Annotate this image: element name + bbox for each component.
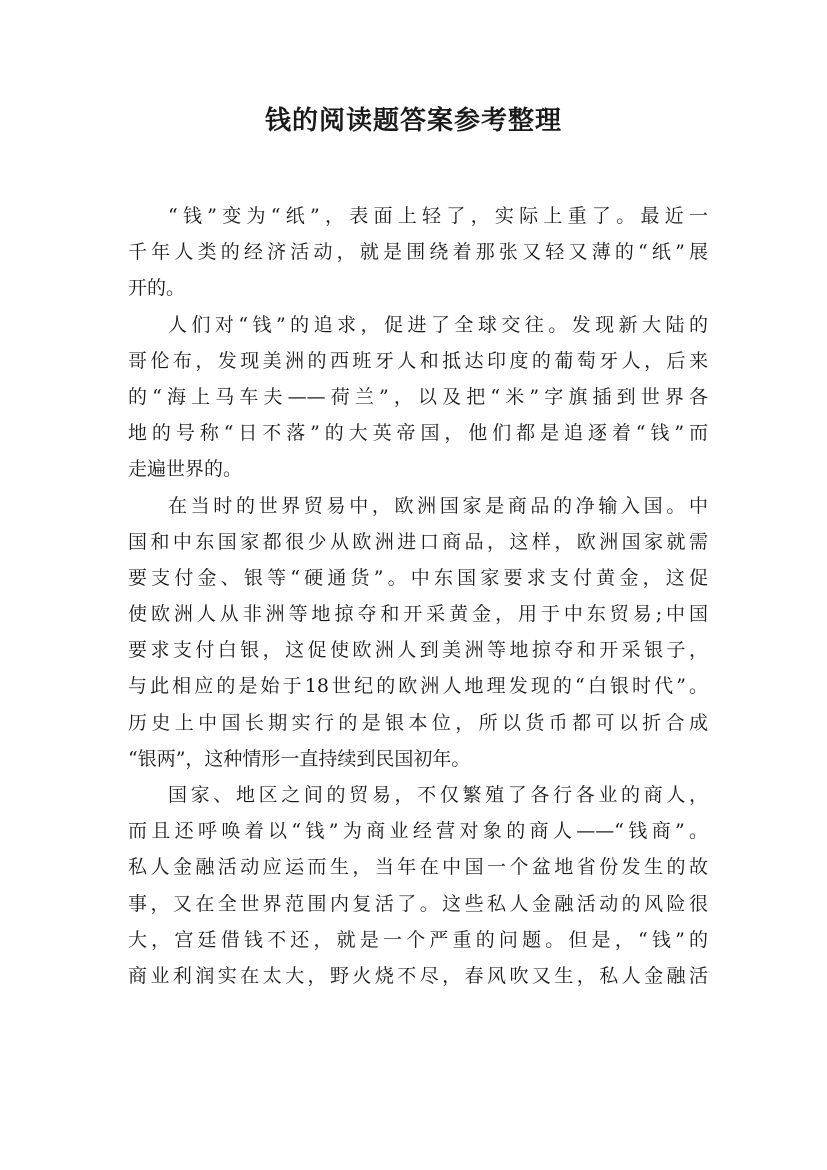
- text-line: 国和中东国家都很少从欧洲进口商品，这样，欧洲国家就需: [128, 530, 708, 553]
- text-line: 国家、地区之间的贸易，不仅繁殖了各行各业的商人，: [168, 784, 708, 806]
- text-line: “银两”，这种情形一直持续到民国初年。: [128, 747, 471, 770]
- document-title: 钱的阅读题答案参考整理: [264, 106, 562, 136]
- text-line: 哥伦布，发现美洲的西班牙人和抵达印度的葡萄牙人，后来: [128, 349, 708, 372]
- text-line: 地的号称“日不落”的大英帝国，他们都是追逐着“钱”而: [128, 422, 708, 445]
- text-line: 与此相应的是始于18世纪的欧洲人地理发现的“白银时代”。: [128, 675, 708, 698]
- text-line: 在当时的世界贸易中，欧洲国家是商品的净输入国。中: [168, 494, 708, 517]
- text-line: 的“海上马车夫——荷兰”，以及把“米”字旗插到世界各: [128, 385, 708, 408]
- text-line: 私人金融活动应运而生，当年在中国一个盆地省份发生的故: [128, 856, 708, 879]
- text-line: “钱”变为“纸”，表面上轻了，实际上重了。最近一: [168, 205, 708, 227]
- text-line: 要支付金、银等“硬通货”。中东国家要求支付黄金，这促: [128, 566, 708, 589]
- document-body: [128, 198, 708, 994]
- text-line: 事，又在全世界范围内复活了。这些私人金融活动的风险很: [128, 892, 708, 915]
- text-line: 千年人类的经济活动，就是围绕着那张又轻又薄的“纸”展: [128, 241, 708, 264]
- text-line: 大，宫廷借钱不还，就是一个严重的问题。但是，“钱”的: [128, 928, 708, 951]
- text-line: 走遍世界的。: [128, 458, 243, 481]
- text-line: 历史上中国长期实行的是银本位，所以货币都可以折合成: [128, 711, 708, 734]
- text-line: 开的。: [128, 277, 186, 300]
- text-line: 商业利润实在太大，野火烧不尽，春风吹又生，私人金融活: [128, 964, 708, 987]
- text-line: 而且还呼唤着以“钱”为商业经营对象的商人——“钱商”。: [128, 820, 708, 843]
- text-line: 使欧洲人从非洲等地掠夺和开采黄金，用于中东贸易;中国: [128, 603, 708, 626]
- text-line: 要求支付白银，这促使欧洲人到美洲等地掠夺和开采银子，: [128, 639, 708, 662]
- text-line: 人们对“钱”的追求，促进了全球交往。发现新大陆的: [168, 313, 708, 336]
